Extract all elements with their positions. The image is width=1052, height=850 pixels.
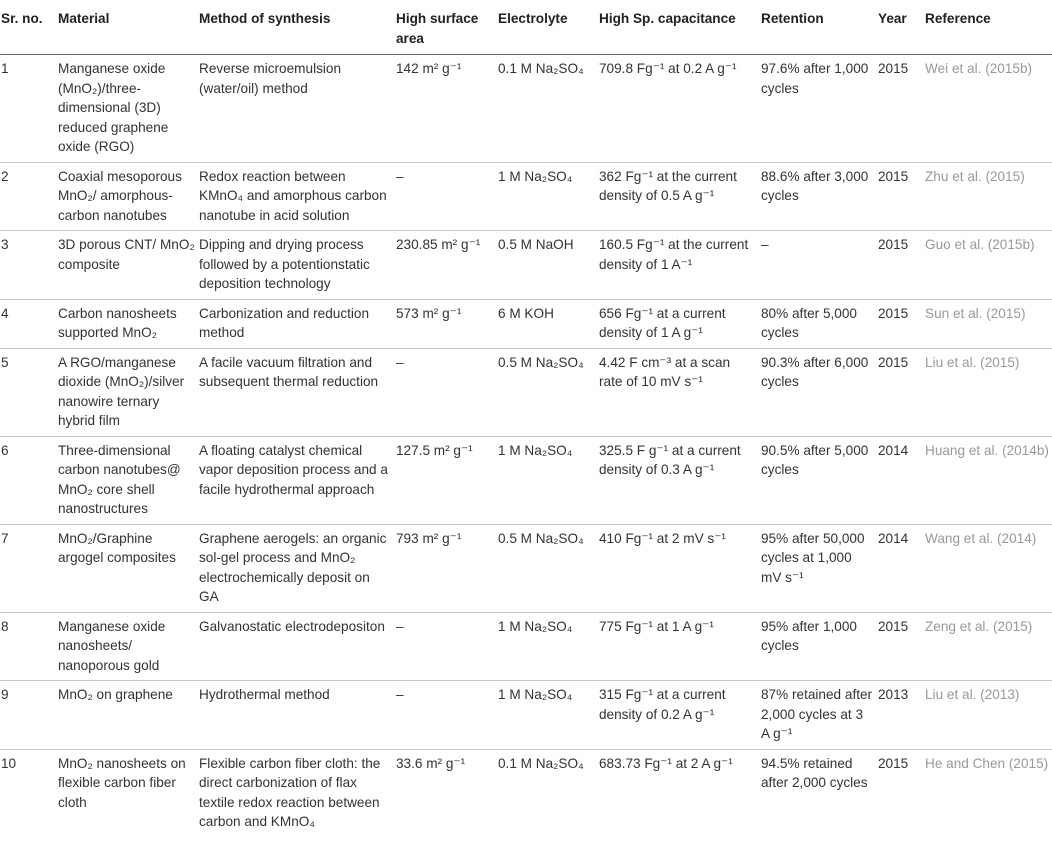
cell-capacitance: 362 Fg⁻¹ at the current density of 0.5 A g⁻¹ — [597, 162, 759, 231]
cell-capacitance: 325.5 F g⁻¹ at a current density of 0.3 A g⁻¹ — [597, 436, 759, 524]
cell-reference-link[interactable]: He and Chen (2015) — [925, 755, 1049, 771]
header-reference: Reference — [923, 0, 1052, 55]
cell-electrolyte: 0.1 M Na₂SO₄ — [496, 55, 597, 163]
cell-retention: 88.6% after 3,000 cycles — [759, 162, 876, 231]
cell-retention: – — [759, 231, 876, 300]
table-row — [0, 436, 1052, 524]
cell-electrolyte: 1 M Na₂SO₄ — [496, 612, 597, 681]
cell-electrolyte: 1 M Na₂SO₄ — [496, 681, 597, 750]
cell-surface-area: 230.85 m² g⁻¹ — [394, 231, 496, 300]
cell-material: Three-dimensional carbon nanotubes@ MnO₂ core shell nanostructures — [56, 436, 197, 524]
cell-method: Reverse microemulsion (water/oil) method — [197, 55, 394, 163]
cell-sr-no: 6 — [0, 436, 56, 524]
cell-surface-area: – — [394, 348, 496, 436]
cell-method: Dipping and drying process followed by a potentionstatic deposition technology — [197, 231, 394, 300]
cell-material: MnO₂/Graphine argogel composites — [56, 524, 197, 612]
table-row — [0, 348, 1052, 436]
cell-material: A RGO/manganese dioxide (MnO₂)/silver nanowire ternary hybrid film — [56, 348, 197, 436]
header-sr-no: Sr. no. — [0, 0, 56, 55]
cell-surface-area: 793 m² g⁻¹ — [394, 524, 496, 612]
cell-material: Manganese oxide (MnO₂)/three-dimensional (3D) reduced graphene oxide (RGO) — [56, 55, 197, 163]
header-retention: Retention — [759, 0, 876, 55]
header-surface-area: High surface area — [394, 0, 496, 55]
cell-surface-area: 127.5 m² g⁻¹ — [394, 436, 496, 524]
cell-method: Galvanostatic electrodepositon — [197, 612, 394, 681]
cell-reference-link[interactable]: Guo et al. (2015b) — [923, 231, 1052, 300]
cell-retention: 95% after 1,000 cycles — [759, 612, 876, 681]
cell-electrolyte: 1 M Na₂SO₄ — [496, 436, 597, 524]
cell-electrolyte: 6 M KOH — [496, 299, 597, 348]
table-row — [0, 749, 1052, 837]
cell-reference-link[interactable]: Sun et al. (2015) — [923, 299, 1052, 348]
cell-retention: 80% after 5,000 cycles — [759, 299, 876, 348]
cell-material: MnO₂ nanosheets on flexible carbon fiber cloth — [58, 755, 186, 810]
cell-reference-link[interactable]: Zhu et al. (2015) — [923, 162, 1052, 231]
cell-retention: 87% retained after 2,000 cycles at 3 A g⁻¹ — [759, 681, 876, 750]
cell-surface-area: 142 m² g⁻¹ — [394, 55, 496, 163]
cell-reference-link[interactable]: Liu et al. (2015) — [923, 348, 1052, 436]
cell-electrolyte: 0.1 M Na₂SO₄ — [498, 755, 584, 771]
cell-year: 2015 — [876, 299, 923, 348]
cell-method: Flexible carbon fiber cloth: the direct carbonization of flax textile redox reaction between carbon and KMnO₄ — [199, 755, 381, 829]
cell-year: 2015 — [876, 55, 923, 163]
cell-method: Carbonization and reduction method — [197, 299, 394, 348]
cell-reference-link[interactable]: Zeng et al. (2015) — [923, 612, 1052, 681]
cell-surface-area: 33.6 m² g⁻¹ — [396, 755, 466, 771]
cell-retention: 94.5% retained after 2,000 cycles — [761, 755, 868, 790]
header-method: Method of synthesis — [197, 0, 394, 55]
cell-retention: 90.5% after 5,000 cycles — [759, 436, 876, 524]
cell-year: 2015 — [878, 755, 909, 771]
header-capacitance: High Sp. capacitance — [597, 0, 759, 55]
cell-sr-no: 8 — [0, 612, 56, 681]
cell-reference-link[interactable]: Huang et al. (2014b) — [923, 436, 1052, 524]
cell-capacitance: 4.42 F cm⁻³ at a scan rate of 10 mV s⁻¹ — [597, 348, 759, 436]
cell-material: MnO₂ on graphene — [56, 681, 197, 750]
cell-capacitance: 709.8 Fg⁻¹ at 0.2 A g⁻¹ — [597, 55, 759, 163]
cell-sr-no: 2 — [0, 162, 56, 231]
cell-material: Manganese oxide nanosheets/ nanoporous gold — [56, 612, 197, 681]
cell-reference-link[interactable]: Wei et al. (2015b) — [923, 55, 1052, 163]
cell-electrolyte: 0.5 M NaOH — [496, 231, 597, 300]
cell-surface-area: – — [394, 162, 496, 231]
cell-capacitance: 160.5 Fg⁻¹ at the current density of 1 A⁻¹ — [597, 231, 759, 300]
cell-sr-no: 9 — [0, 681, 56, 750]
cell-surface-area: – — [394, 612, 496, 681]
cell-capacitance: 683.73 Fg⁻¹ at 2 A g⁻¹ — [599, 755, 733, 771]
header-electrolyte: Electrolyte — [496, 0, 597, 55]
cell-method: A floating catalyst chemical vapor deposition process and a facile hydrothermal approach — [197, 436, 394, 524]
cell-sr-no: 5 — [0, 348, 56, 436]
cell-sr-no: 1 — [0, 55, 56, 163]
cell-year: 2015 — [876, 348, 923, 436]
cell-year: 2014 — [876, 524, 923, 612]
table-row — [0, 55, 1052, 163]
table-row — [0, 231, 1052, 300]
cell-surface-area: 573 m² g⁻¹ — [394, 299, 496, 348]
cell-year: 2013 — [876, 681, 923, 750]
cell-retention: 95% after 50,000 cycles at 1,000 mV s⁻¹ — [759, 524, 876, 612]
cell-year: 2015 — [876, 612, 923, 681]
cell-sr-no: 3 — [0, 231, 56, 300]
header-year: Year — [876, 0, 923, 55]
cell-sr-no: 7 — [0, 524, 56, 612]
cell-year: 2014 — [876, 436, 923, 524]
cell-capacitance: 775 Fg⁻¹ at 1 A g⁻¹ — [597, 612, 759, 681]
cell-material: 3D porous CNT/ MnO₂ composite — [56, 231, 197, 300]
cell-year: 2015 — [876, 231, 923, 300]
cell-year: 2015 — [876, 162, 923, 231]
header-row — [0, 0, 1052, 55]
cell-capacitance: 315 Fg⁻¹ at a current density of 0.2 A g⁻¹ — [597, 681, 759, 750]
cell-material: Carbon nanosheets supported MnO₂ — [56, 299, 197, 348]
cell-electrolyte: 0.5 M Na₂SO₄ — [496, 524, 597, 612]
table-row — [0, 299, 1052, 348]
cell-retention: 90.3% after 6,000 cycles — [759, 348, 876, 436]
table-row — [0, 524, 1052, 612]
table-row — [0, 162, 1052, 231]
cell-sr-no: 10 — [1, 755, 17, 771]
cell-method: Graphene aerogels: an organic sol-gel process and MnO₂ electrochemically deposit on GA — [197, 524, 394, 612]
table-row — [0, 612, 1052, 681]
cell-sr-no: 4 — [0, 299, 56, 348]
cell-capacitance: 410 Fg⁻¹ at 2 mV s⁻¹ — [597, 524, 759, 612]
cell-method: A facile vacuum filtration and subsequent thermal reduction — [197, 348, 394, 436]
cell-material: Coaxial mesoporous MnO₂/ amorphous-carbon nanotubes — [56, 162, 197, 231]
table-row — [0, 681, 1052, 750]
cell-surface-area: – — [394, 681, 496, 750]
header-material: Material — [56, 0, 197, 55]
cell-method: Hydrothermal method — [197, 681, 394, 750]
cell-electrolyte: 1 M Na₂SO₄ — [496, 162, 597, 231]
cell-retention: 97.6% after 1,000 cycles — [759, 55, 876, 163]
cell-reference-link[interactable]: Wang et al. (2014) — [923, 524, 1052, 612]
cell-electrolyte: 0.5 M Na₂SO₄ — [496, 348, 597, 436]
cell-capacitance: 656 Fg⁻¹ at a current density of 1 A g⁻¹ — [597, 299, 759, 348]
cell-method: Redox reaction between KMnO₄ and amorphous carbon nanotube in acid solution — [197, 162, 394, 231]
cell-reference-link[interactable]: Liu et al. (2013) — [923, 681, 1052, 750]
